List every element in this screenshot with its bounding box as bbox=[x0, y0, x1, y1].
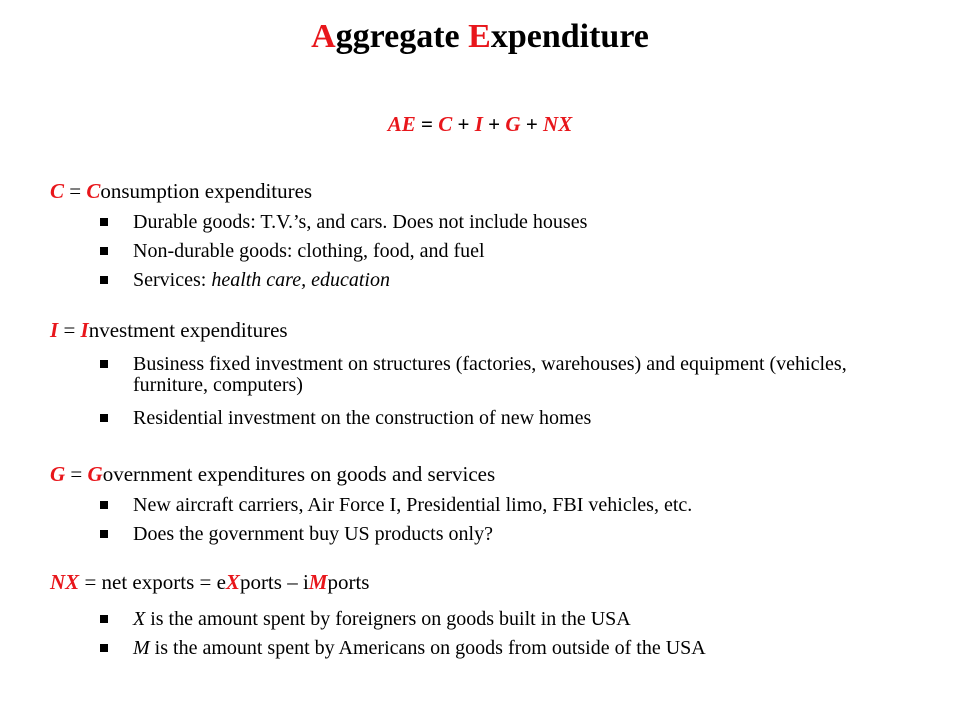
government-heading bbox=[50, 461, 873, 487]
formula-nx: NX bbox=[543, 112, 573, 136]
bullet-icon bbox=[100, 615, 108, 623]
title-word-2: xpenditure bbox=[490, 18, 649, 55]
symbol-i: I bbox=[50, 318, 59, 342]
list-item bbox=[50, 638, 873, 659]
list-item bbox=[50, 524, 873, 545]
list-item-text: is the amount spent by foreigners on goods built in the USA bbox=[145, 608, 631, 630]
bullet-icon bbox=[100, 247, 108, 255]
symbol-nx: NX bbox=[50, 570, 80, 594]
list-item bbox=[50, 241, 873, 262]
title-word-1: ggregate bbox=[335, 18, 469, 55]
net-exports-label: ports – i bbox=[239, 570, 309, 594]
symbol-c: C bbox=[50, 179, 65, 203]
consumption-section bbox=[50, 178, 873, 291]
list-item-text: Residential investment on the construction of new homes bbox=[133, 407, 592, 429]
cap-c: C bbox=[86, 179, 101, 203]
list-item bbox=[50, 408, 873, 429]
list-item bbox=[50, 212, 873, 233]
list-item bbox=[50, 354, 873, 396]
list-item-text: is the amount spent by Americans on goods from outside of the USA bbox=[149, 637, 706, 659]
government-section bbox=[50, 461, 873, 545]
list-item-text: Durable goods: T.V.’s, and cars. Does not include houses bbox=[133, 211, 588, 233]
formula-eq: = bbox=[415, 112, 439, 136]
symbol-g: G bbox=[50, 462, 66, 486]
list-item bbox=[50, 609, 873, 630]
formula-plus: + bbox=[520, 112, 544, 136]
ae-formula bbox=[0, 112, 960, 137]
government-label: overnment expenditures on goods and services bbox=[102, 462, 496, 486]
net-exports-label: ports bbox=[327, 570, 370, 594]
bullet-icon bbox=[100, 360, 108, 368]
formula-plus: + bbox=[452, 112, 475, 136]
list-item-text: Non-durable goods: clothing, food, and fuel bbox=[133, 240, 485, 262]
list-item-var: M bbox=[133, 637, 150, 659]
list-item-text: Business fixed investment on structures (factories, warehouses) and equipment (vehicles, furniture, computers) bbox=[133, 353, 847, 396]
formula-g: G bbox=[505, 112, 521, 136]
formula-i: I bbox=[474, 112, 483, 136]
cap-m: M bbox=[308, 570, 328, 594]
cap-i: I bbox=[80, 318, 89, 342]
equals-text: = bbox=[65, 462, 88, 486]
title-letter-a: A bbox=[311, 18, 336, 55]
list-item bbox=[50, 270, 873, 291]
investment-label: nvestment expenditures bbox=[88, 318, 288, 342]
cap-x: X bbox=[225, 570, 240, 594]
list-item-text: Does the government buy US products only? bbox=[133, 523, 493, 545]
net-exports-label: = net exports = e bbox=[79, 570, 226, 594]
consumption-list bbox=[50, 212, 873, 291]
government-list bbox=[50, 495, 873, 545]
list-item-var: X bbox=[133, 608, 146, 630]
page-title bbox=[0, 18, 960, 56]
formula-ae: AE bbox=[387, 112, 416, 136]
net-exports-list bbox=[50, 609, 873, 659]
title-letter-e: E bbox=[468, 18, 491, 55]
consumption-heading bbox=[50, 178, 873, 204]
net-exports-section bbox=[50, 569, 873, 659]
list-item-text: New aircraft carriers, Air Force I, Presidential limo, FBI vehicles, etc. bbox=[133, 494, 693, 516]
bullet-icon bbox=[100, 276, 108, 284]
formula-c: C bbox=[438, 112, 453, 136]
bullet-icon bbox=[100, 218, 108, 226]
list-item-italic: health care, education bbox=[211, 269, 390, 291]
equals-text: = bbox=[58, 318, 81, 342]
consumption-label: onsumption expenditures bbox=[100, 179, 313, 203]
investment-section bbox=[50, 317, 873, 429]
bullet-icon bbox=[100, 501, 108, 509]
net-exports-heading bbox=[50, 569, 873, 595]
investment-list bbox=[50, 354, 873, 429]
bullet-icon bbox=[100, 414, 108, 422]
formula-plus: + bbox=[482, 112, 506, 136]
investment-heading bbox=[50, 317, 873, 343]
equals-text: = bbox=[64, 179, 87, 203]
list-item bbox=[50, 495, 873, 516]
list-item-text: Services: bbox=[133, 269, 212, 291]
cap-g: G bbox=[87, 462, 103, 486]
bullet-icon bbox=[100, 530, 108, 538]
bullet-icon bbox=[100, 644, 108, 652]
